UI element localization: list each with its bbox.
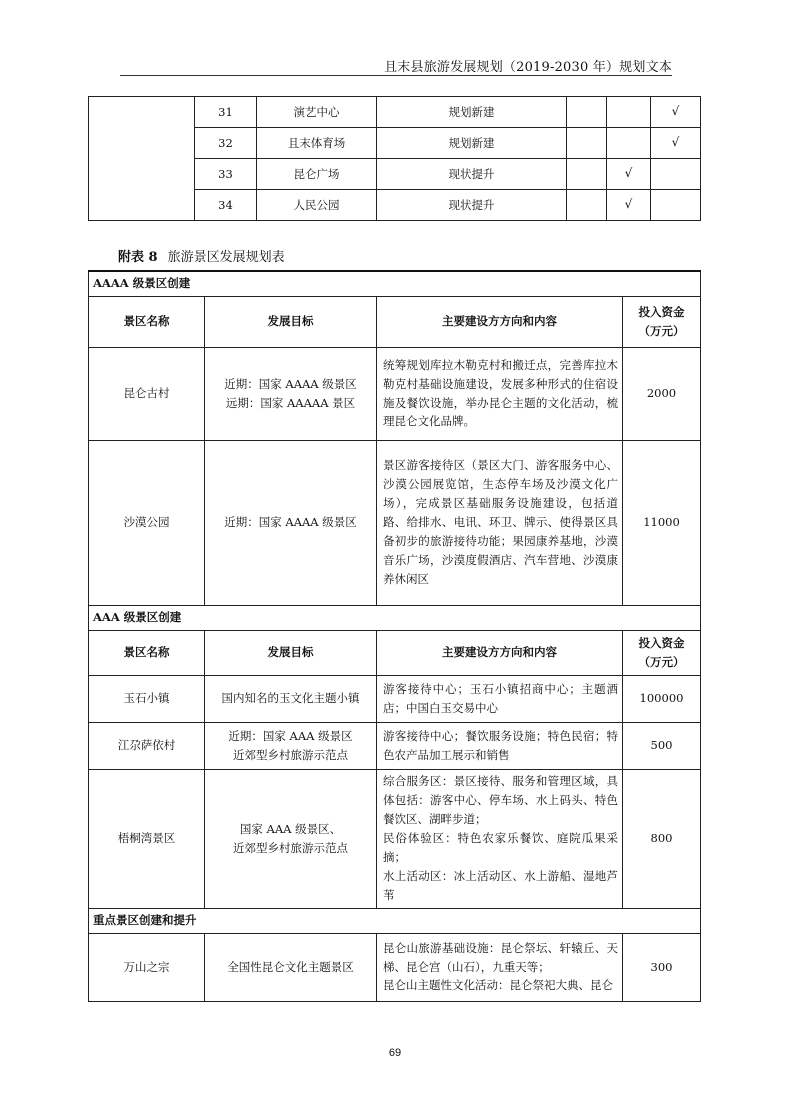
column-header-invest: 投入资金 （万元） [623, 296, 701, 347]
check-cell: √ [651, 128, 701, 159]
scenic-area-plan-table [88, 270, 701, 1002]
row-number: 31 [195, 97, 257, 128]
facility-name: 人民公园 [257, 190, 377, 221]
area-goal: 国内知名的玉文化主题小镇 [205, 675, 377, 722]
area-content: 昆仑山旅游基础设施：昆仑祭坛、轩辕丘、天梯、昆仑宫（山石），九重天等； 昆仑山主题性文化活动：昆仑祭祀大典、昆仑 [377, 933, 623, 1001]
facility-type: 现状提升 [377, 159, 567, 190]
area-invest: 300 [623, 933, 701, 1001]
area-content: 游客接待中心；餐饮服务设施；特色民宿；特色农产品加工展示和销售 [377, 722, 623, 769]
table-row [89, 933, 701, 1001]
area-name: 万山之宗 [89, 933, 205, 1001]
check-cell [651, 159, 701, 190]
table-row [89, 347, 701, 440]
check-cell [567, 128, 607, 159]
section-header [89, 908, 701, 933]
check-cell: √ [607, 190, 651, 221]
facility-name: 演艺中心 [257, 97, 377, 128]
area-content: 统筹规划库拉木勒克村和搬迁点，完善库拉木勒克村基础设施建设，发展多种形式的住宿设施及餐饮设施，举办昆仑主题的文化活动，梳理昆仑文化品牌。 [377, 347, 623, 440]
continuation-table [88, 96, 701, 221]
area-goal: 近期：国家 AAA 级景区 近郊型乡村旅游示范点 [205, 722, 377, 769]
column-header-goal: 发展目标 [205, 630, 377, 675]
facility-name: 且末体育场 [257, 128, 377, 159]
row-number: 32 [195, 128, 257, 159]
column-header-name: 景区名称 [89, 630, 205, 675]
header-rule [120, 75, 672, 76]
table-row [89, 769, 701, 908]
check-cell: √ [607, 159, 651, 190]
area-goal: 全国性昆仑文化主题景区 [205, 933, 377, 1001]
check-cell [567, 97, 607, 128]
area-name: 梧桐湾景区 [89, 769, 205, 908]
row-number: 34 [195, 190, 257, 221]
facility-type: 规划新建 [377, 97, 567, 128]
merged-category-cell [89, 97, 195, 221]
facility-type: 规划新建 [377, 128, 567, 159]
area-name: 沙漠公园 [89, 440, 205, 605]
section-title: AAA 级景区创建 [89, 605, 701, 630]
caption-label: 附表 8 [118, 250, 158, 265]
column-header-invest: 投入资金 （万元） [623, 630, 701, 675]
section-title: AAAA 级景区创建 [89, 271, 701, 296]
area-goal: 国家 AAA 级景区、 近郊型乡村旅游示范点 [205, 769, 377, 908]
area-name: 玉石小镇 [89, 675, 205, 722]
area-content: 游客接待中心；玉石小镇招商中心；主题酒店；中国白玉交易中心 [377, 675, 623, 722]
column-header-goal: 发展目标 [205, 296, 377, 347]
facility-name: 昆仑广场 [257, 159, 377, 190]
area-invest: 2000 [623, 347, 701, 440]
section-header [89, 271, 701, 296]
table-row [89, 97, 701, 128]
area-invest: 11000 [623, 440, 701, 605]
area-name: 江尕萨依村 [89, 722, 205, 769]
check-cell [567, 190, 607, 221]
table-row [89, 440, 701, 605]
area-content: 景区游客接待区（景区大门、游客服务中心、沙漠公园展览馆，生态停车场及沙漠文化广场），完成景区基础服务设施建设，包括道路、给排水、电讯、环卫、牌示、使得景区具备初步的旅游接待功能；果园康养基地，沙漠音乐广场，沙漠度假酒店、汽车营地、沙漠康养休闲区 [377, 440, 623, 605]
check-cell [607, 97, 651, 128]
table-caption [118, 246, 285, 265]
area-goal: 近期：国家 AAAA 级景区 [205, 440, 377, 605]
area-content: 综合服务区：景区接待、服务和管理区域，具体包括：游客中心、停车场、水上码头、特色餐饮区、湖畔步道； 民俗体验区：特色农家乐餐饮、庭院瓜果采摘； 水上活动区：冰上活动区、水上游船、湿地芦苇 [377, 769, 623, 908]
column-header-content: 主要建设方方向和内容 [377, 296, 623, 347]
facility-type: 现状提升 [377, 190, 567, 221]
check-cell [567, 159, 607, 190]
caption-title: 旅游景区发展规划表 [167, 250, 285, 265]
area-goal: 近期：国家 AAAA 级景区 远期：国家 AAAAA 景区 [205, 347, 377, 440]
column-header-content: 主要建设方方向和内容 [377, 630, 623, 675]
table-row [89, 675, 701, 722]
check-cell [651, 190, 701, 221]
section-header [89, 605, 701, 630]
column-header-row [89, 296, 701, 347]
area-name: 昆仑古村 [89, 347, 205, 440]
column-header-name: 景区名称 [89, 296, 205, 347]
check-cell: √ [651, 97, 701, 128]
check-cell [607, 128, 651, 159]
page-number: 69 [388, 1047, 402, 1059]
running-header: 且末县旅游发展规划（2019-2030 年）规划文本 [384, 60, 672, 75]
section-title: 重点景区创建和提升 [89, 908, 701, 933]
area-invest: 100000 [623, 675, 701, 722]
column-header-row [89, 630, 701, 675]
area-invest: 800 [623, 769, 701, 908]
table-row [89, 722, 701, 769]
row-number: 33 [195, 159, 257, 190]
area-invest: 500 [623, 722, 701, 769]
